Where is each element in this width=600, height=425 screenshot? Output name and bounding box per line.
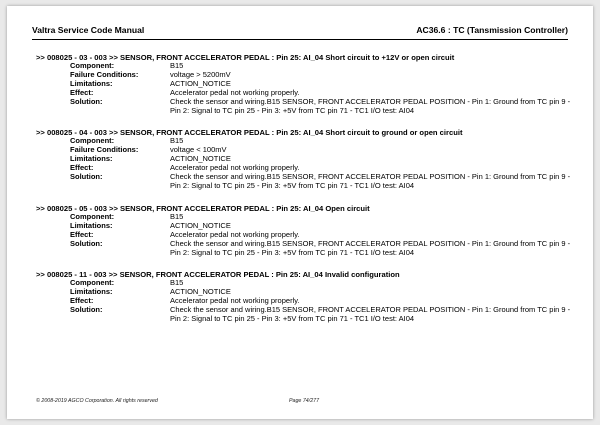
fault-entry — [36, 204, 576, 258]
field-label: Component: — [70, 136, 115, 146]
field-label: Solution: — [70, 238, 103, 248]
field-label: Failure Conditions: — [70, 145, 139, 155]
field-label: Component: — [70, 61, 115, 70]
solution-row — [36, 98, 576, 116]
field-value: voltage < 100mV — [170, 145, 227, 155]
field-value: Check the sensor and wiring.B15 SENSOR, FRONT ACCELERATOR PEDAL POSITION - Pin 1: Ground from TC pin 9 - Pin 2: Signal to TC pin 25 - Pin 3: +5V from TC pin 71 - TC1 I/O test: AI04 — [170, 305, 571, 324]
fault-code-title: >> 008025 - 05 - 003 >> SENSOR, FRONT ACCELERATOR PEDAL : Pin 25: AI_04 Open circuit — [36, 203, 370, 213]
fault-entry — [36, 53, 576, 115]
field-label: Failure Conditions: — [70, 69, 139, 79]
limitations-row — [36, 80, 576, 89]
fault-entry — [36, 270, 576, 324]
field-label: Component: — [70, 211, 115, 221]
component-row — [36, 279, 576, 288]
field-value: B15 — [170, 61, 184, 70]
field-value: Accelerator pedal not working properly. — [170, 163, 300, 173]
component-row — [36, 213, 576, 222]
fault-code-list — [36, 53, 576, 337]
fault-entry — [36, 128, 576, 190]
field-value: Check the sensor and wiring.B15 SENSOR, FRONT ACCELERATOR PEDAL POSITION - Pin 1: Ground from TC pin 9 - Pin 2: Signal to TC pin 25 - Pin 3: +5V from TC pin 71 - TC1 I/O test: AI04 — [170, 96, 571, 115]
section-title: AC36.6 : TC (Tansmission Controller) — [416, 25, 568, 35]
solution-row — [36, 173, 576, 191]
fault-code-title: >> 008025 - 03 - 003 >> SENSOR, FRONT ACCELERATOR PEDAL : Pin 25: AI_04 Short circuit to +12V or open circuit — [36, 53, 455, 62]
field-label: Effect: — [70, 296, 94, 306]
field-label: Limitations: — [70, 154, 113, 164]
field-value: ACTION_NOTICE — [170, 78, 231, 88]
solution-row — [36, 306, 576, 324]
failure-conditions-row — [36, 146, 576, 155]
field-value: B15 — [170, 278, 184, 288]
field-value: Accelerator pedal not working properly. — [170, 229, 300, 239]
field-label: Effect: — [70, 163, 94, 173]
field-value: Accelerator pedal not working properly. — [170, 296, 300, 306]
field-value: B15 — [170, 211, 184, 221]
field-value: B15 — [170, 136, 184, 146]
limitations-row — [36, 288, 576, 297]
field-label: Solution: — [70, 305, 103, 315]
fault-code-title: >> 008025 - 11 - 003 >> SENSOR, FRONT ACCELERATOR PEDAL : Pin 25: AI_04 Invalid configuration — [36, 270, 400, 280]
field-value: Check the sensor and wiring.B15 SENSOR, FRONT ACCELERATOR PEDAL POSITION - Pin 1: Ground from TC pin 9 - Pin 2: Signal to TC pin 25 - Pin 3: +5V from TC pin 71 - TC1 I/O test: AI04 — [170, 238, 571, 257]
field-value: Accelerator pedal not working properly. — [170, 87, 300, 97]
field-value: Check the sensor and wiring.B15 SENSOR, FRONT ACCELERATOR PEDAL POSITION - Pin 1: Ground from TC pin 9 - Pin 2: Signal to TC pin 25 - Pin 3: +5V from TC pin 71 - TC1 I/O test: AI04 — [170, 172, 571, 190]
field-label: Component: — [70, 278, 115, 288]
field-label: Effect: — [70, 87, 94, 97]
fault-code-title: >> 008025 - 04 - 003 >> SENSOR, FRONT ACCELERATOR PEDAL : Pin 25: AI_04 Short circuit to ground or open circuit — [36, 128, 463, 138]
field-label: Limitations: — [70, 220, 113, 230]
limitations-row — [36, 155, 576, 164]
field-label: Effect: — [70, 229, 94, 239]
field-value: ACTION_NOTICE — [170, 287, 231, 297]
field-label: Limitations: — [70, 78, 113, 88]
field-label: Limitations: — [70, 287, 113, 297]
field-value: ACTION_NOTICE — [170, 154, 231, 164]
page-number: Page 74/277 — [289, 398, 320, 404]
manual-title: Valtra Service Code Manual — [32, 25, 145, 35]
limitations-row — [36, 222, 576, 231]
document-page — [7, 6, 593, 419]
field-value: ACTION_NOTICE — [170, 220, 231, 230]
failure-conditions-row — [36, 71, 576, 80]
field-label: Solution: — [70, 96, 103, 106]
field-value: voltage > 5200mV — [170, 69, 231, 79]
solution-row — [36, 240, 576, 258]
copyright-notice: © 2008-2019 AGCO Corporation. All rights reserved — [36, 398, 158, 404]
field-label: Solution: — [70, 172, 103, 182]
page-header — [32, 25, 568, 40]
